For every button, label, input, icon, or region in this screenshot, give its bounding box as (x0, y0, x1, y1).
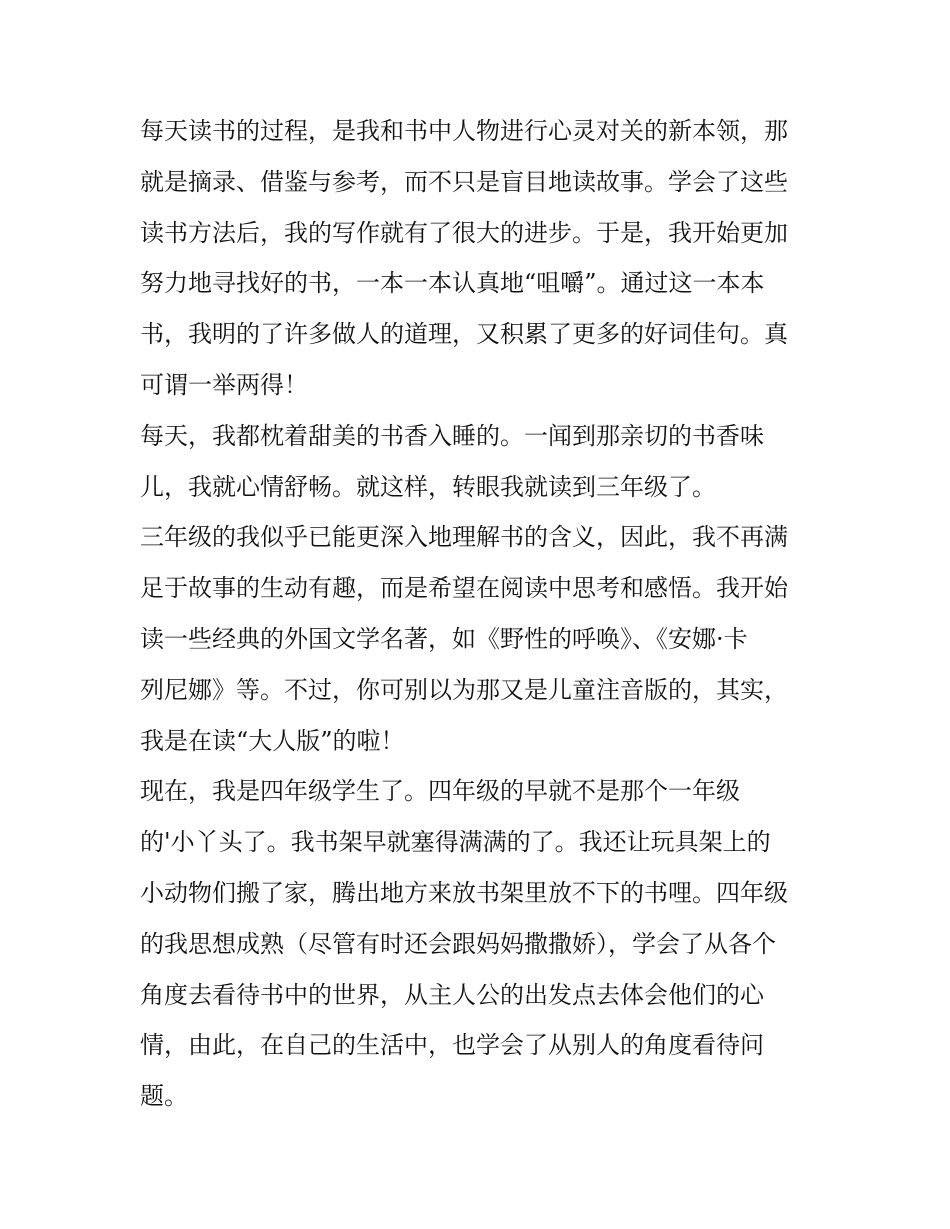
text-line: 书，我明的了许多做人的道理，又积累了更多的好词佳句。真 (140, 320, 788, 349)
text-line: 读书方法后，我的写作就有了很大的进步。于是，我开始更加 (140, 218, 788, 247)
text-line: 努力地寻找好的书，一本一本认真地“咀嚼”。通过这一本本 (140, 269, 765, 298)
text-line: 儿，我就心情舒畅。就这样，转眼我就读到三年级了。 (140, 472, 716, 501)
text-line: 小动物们搬了家，腾出地方来放书架里放不下的书哩。四年级 (140, 878, 788, 907)
text-line: 现在，我是四年级学生了。四年级的早就不是那个一年级 (140, 777, 740, 806)
text-line: 每天，我都枕着甜美的书香入睡的。一闻到那亲切的书香味 (140, 421, 764, 450)
text-line: 题。 (140, 1082, 188, 1111)
text-line: 每天读书的过程，是我和书中人物进行心灵对关的新本领，那 (140, 117, 788, 145)
text-line: 的我思想成熟（尽管有时还会跟妈妈撒撒娇），学会了从各个 (140, 929, 776, 958)
text-line: 可谓一举两得！ (140, 370, 308, 399)
text-line: 就是摘录、借鉴与参考，而不只是盲目地读故事。学会了这些 (140, 167, 788, 196)
article-body (140, 106, 820, 1122)
text-line: 列尼娜》等。不过，你可别以为那又是儿童注音版的，其实， (140, 675, 788, 704)
text-line: 情，由此，在自己的生活中，也学会了从别人的角度看待问 (140, 1031, 764, 1060)
text-line: 我是在读“大人版”的啦！ (140, 726, 405, 755)
text-line: 读一些经典的外国文学名著，如《野性的呼唤》、《安娜·卡 (140, 624, 748, 653)
text-line: 角度去看待书中的世界，从主人公的出发点去体会他们的心 (140, 980, 764, 1009)
text-line: 足于故事的生动有趣，而是希望在阅读中思考和感悟。我开始 (140, 574, 788, 603)
text-line: 三年级的我似乎已能更深入地理解书的含义，因此，我不再满 (140, 523, 788, 552)
text-line: 的'小丫头了。我书架早就塞得满满的了。我还让玩具架上的 (140, 828, 771, 857)
